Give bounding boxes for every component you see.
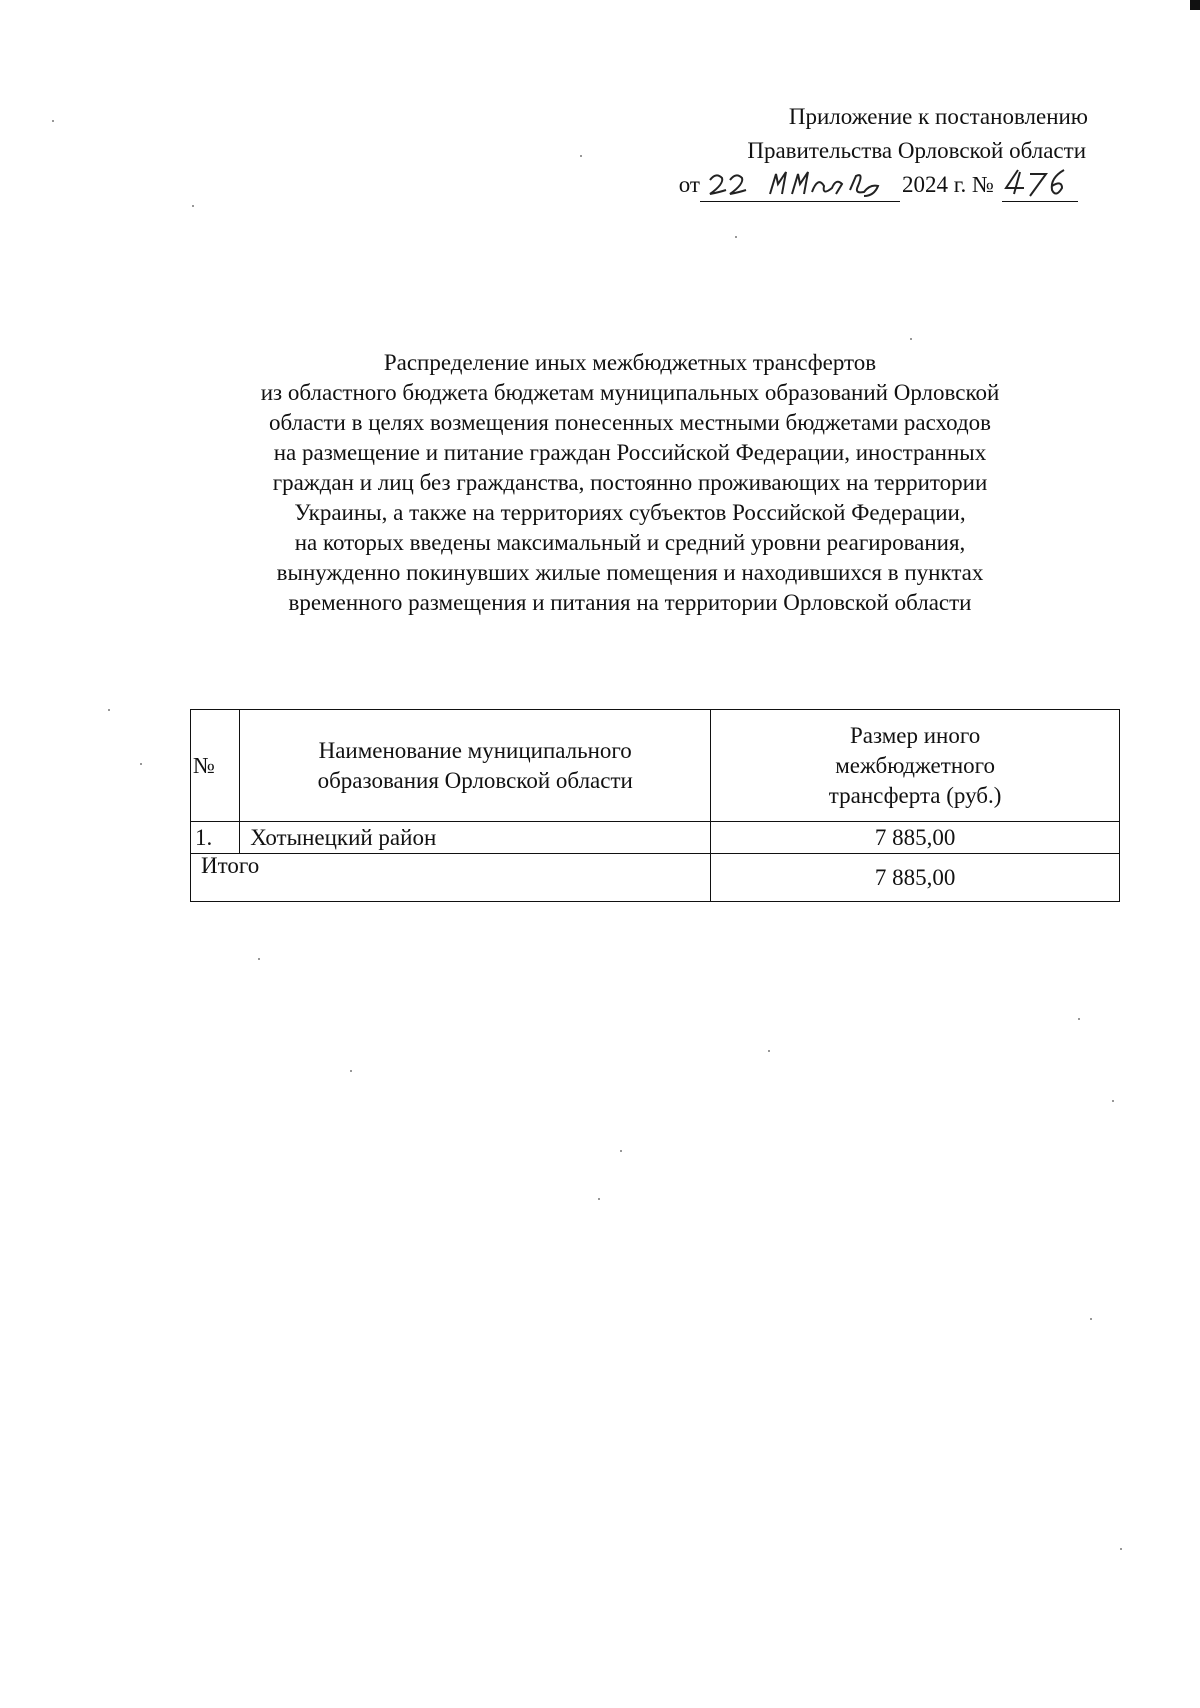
header-amount-line-3: трансферта (руб.) (828, 782, 1002, 808)
row-municipality: Хотынецкий район (240, 822, 711, 854)
scan-speck (910, 338, 912, 340)
title-line: Распределение иных межбюджетных трансфертов (383, 350, 877, 375)
scan-speck (580, 155, 582, 157)
scan-speck (140, 763, 142, 765)
appendix-line-1: Приложение к постановлению (788, 104, 1088, 129)
scan-speck (620, 1150, 622, 1152)
title-line: вынужденно покинувших жилые помещения и находившихся в пунктах (276, 560, 984, 585)
scan-corner-mark (1190, 0, 1200, 10)
document-title (170, 348, 1090, 618)
table-row (191, 822, 1120, 854)
scan-speck (258, 958, 260, 960)
scan-speck (1120, 1548, 1122, 1550)
scan-speck (1090, 1318, 1092, 1320)
date-number-line (628, 168, 1078, 202)
table-header-row (191, 710, 1120, 822)
handwritten-number (1002, 173, 1078, 202)
title-line: Украины, а также на территориях субъектов Российской Федерации, (294, 500, 966, 525)
header-municipality (240, 710, 711, 822)
title-line: области в целях возмещения понесенных местными бюджетами расходов (268, 410, 992, 435)
scan-speck (1078, 1018, 1080, 1020)
title-line: временного размещения и питания на территории Орловской области (288, 590, 972, 615)
transfer-distribution-table (190, 709, 1120, 902)
header-amount-line-2: межбюджетного (835, 752, 995, 778)
header-municipality-line-2: образования Орловской области (317, 767, 633, 793)
scan-speck (1112, 1100, 1114, 1102)
scan-speck (350, 1070, 352, 1072)
table-total-row (191, 854, 1120, 902)
header-municipality-line-1: Наименование муниципального (318, 737, 632, 763)
scan-speck (735, 236, 737, 238)
scan-speck (768, 1050, 770, 1052)
scan-speck (598, 1198, 600, 1200)
title-line: из областного бюджета бюджетам муниципальных образований Орловской (260, 380, 1000, 405)
row-amount: 7 885,00 (711, 822, 1120, 854)
scan-speck (108, 709, 110, 711)
header-number: № (191, 710, 240, 822)
handwritten-date-icon (700, 166, 900, 200)
row-number: 1. (191, 822, 240, 854)
year-and-number-label: 2024 г. № (901, 172, 994, 197)
scan-speck (192, 205, 194, 207)
appendix-line-2: Правительства Орловской области (747, 138, 1086, 163)
scan-speck (52, 120, 54, 122)
date-prefix: от (678, 172, 700, 197)
title-line: граждан и лиц без гражданства, постоянно проживающих на территории (272, 470, 988, 495)
title-line: на которых введены максимальный и средний уровни реагирования, (294, 530, 966, 555)
total-label: Итого (191, 854, 711, 902)
appendix-header (628, 100, 1088, 202)
header-amount (711, 710, 1120, 822)
handwritten-date (700, 173, 900, 202)
total-amount: 7 885,00 (711, 854, 1120, 902)
header-amount-line-1: Размер иного (849, 722, 981, 748)
title-line: на размещение и питание граждан Российской Федерации, иностранных (273, 440, 987, 465)
handwritten-number-icon (1002, 166, 1078, 200)
